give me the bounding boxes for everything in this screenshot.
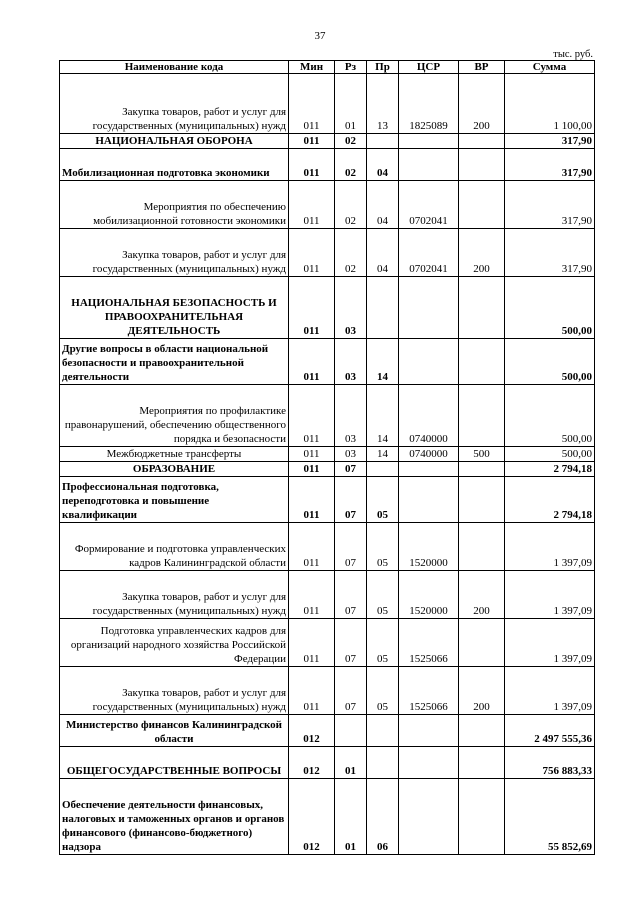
row-pr: 04 xyxy=(367,149,399,181)
row-rz: 03 xyxy=(335,385,367,447)
row-rz: 07 xyxy=(335,477,367,523)
row-csr xyxy=(399,134,459,149)
row-pr: 04 xyxy=(367,181,399,229)
row-pr xyxy=(367,715,399,747)
row-vr xyxy=(459,385,505,447)
row-vr xyxy=(459,523,505,571)
row-min: 011 xyxy=(289,134,335,149)
table-row xyxy=(60,339,595,385)
row-csr xyxy=(399,149,459,181)
row-min: 011 xyxy=(289,181,335,229)
row-sum: 500,00 xyxy=(505,339,595,385)
units-label: тыс. руб. xyxy=(553,49,593,60)
row-min: 012 xyxy=(289,747,335,779)
header-rz: Рз xyxy=(335,61,367,74)
row-rz xyxy=(335,715,367,747)
row-vr xyxy=(459,462,505,477)
row-pr: 14 xyxy=(367,385,399,447)
row-pr: 05 xyxy=(367,667,399,715)
row-min: 011 xyxy=(289,571,335,619)
budget-table xyxy=(59,60,595,855)
row-name: Закупка товаров, работ и услуг для государственных (муниципальных) нужд xyxy=(60,667,289,715)
row-sum: 2 794,18 xyxy=(505,477,595,523)
row-pr: 05 xyxy=(367,571,399,619)
row-min: 011 xyxy=(289,149,335,181)
row-sum: 317,90 xyxy=(505,149,595,181)
table-row xyxy=(60,134,595,149)
table-row xyxy=(60,715,595,747)
row-pr: 06 xyxy=(367,779,399,855)
row-name: Мобилизационная подготовка экономики xyxy=(60,149,289,181)
row-pr xyxy=(367,462,399,477)
row-sum: 500,00 xyxy=(505,385,595,447)
header-sum: Сумма xyxy=(505,61,595,74)
row-min: 011 xyxy=(289,619,335,667)
row-pr: 04 xyxy=(367,229,399,277)
table-header-row xyxy=(60,61,595,74)
row-vr xyxy=(459,779,505,855)
row-min: 011 xyxy=(289,477,335,523)
row-name: ОБРАЗОВАНИЕ xyxy=(60,462,289,477)
row-vr xyxy=(459,477,505,523)
table-row xyxy=(60,149,595,181)
row-csr xyxy=(399,277,459,339)
row-pr: 05 xyxy=(367,523,399,571)
row-min: 011 xyxy=(289,74,335,134)
row-name: НАЦИОНАЛЬНАЯ ОБОРОНА xyxy=(60,134,289,149)
row-sum: 317,90 xyxy=(505,181,595,229)
table-row xyxy=(60,277,595,339)
row-name: Межбюджетные трансферты xyxy=(60,447,289,462)
row-vr: 200 xyxy=(459,667,505,715)
table-row xyxy=(60,477,595,523)
row-rz: 07 xyxy=(335,571,367,619)
row-sum: 1 397,09 xyxy=(505,571,595,619)
row-min: 012 xyxy=(289,779,335,855)
row-csr: 0740000 xyxy=(399,447,459,462)
row-name: Формирование и подготовка управленческих кадров Калининградской области xyxy=(60,523,289,571)
row-rz: 02 xyxy=(335,181,367,229)
row-name: Профессиональная подготовка, переподготовка и повышение квалификации xyxy=(60,477,289,523)
header-min: Мин xyxy=(289,61,335,74)
row-sum: 317,90 xyxy=(505,134,595,149)
table-row xyxy=(60,571,595,619)
row-sum: 2 497 555,36 xyxy=(505,715,595,747)
table-row xyxy=(60,447,595,462)
row-csr xyxy=(399,779,459,855)
row-sum: 55 852,69 xyxy=(505,779,595,855)
row-name: Министерство финансов Калининградской области xyxy=(60,715,289,747)
row-rz: 07 xyxy=(335,462,367,477)
row-min: 012 xyxy=(289,715,335,747)
row-csr: 0702041 xyxy=(399,229,459,277)
table-row xyxy=(60,181,595,229)
row-sum: 756 883,33 xyxy=(505,747,595,779)
page-number: 37 xyxy=(314,30,326,42)
row-rz: 02 xyxy=(335,134,367,149)
row-name: Закупка товаров, работ и услуг для государственных (муниципальных) нужд xyxy=(60,74,289,134)
row-pr: 14 xyxy=(367,339,399,385)
table-row xyxy=(60,667,595,715)
row-rz: 01 xyxy=(335,779,367,855)
row-pr: 13 xyxy=(367,74,399,134)
row-min: 011 xyxy=(289,229,335,277)
row-sum: 2 794,18 xyxy=(505,462,595,477)
row-name: Мероприятия по обеспечению мобилизационной готовности экономики xyxy=(60,181,289,229)
row-rz: 03 xyxy=(335,277,367,339)
row-csr: 1525066 xyxy=(399,667,459,715)
row-min: 011 xyxy=(289,447,335,462)
row-csr: 1825089 xyxy=(399,74,459,134)
row-pr: 05 xyxy=(367,477,399,523)
row-name: Мероприятия по профилактике правонарушений, обеспечению общественного порядка и безопасности xyxy=(60,385,289,447)
row-vr: 200 xyxy=(459,74,505,134)
row-rz: 01 xyxy=(335,747,367,779)
row-min: 011 xyxy=(289,385,335,447)
row-rz: 02 xyxy=(335,149,367,181)
row-csr xyxy=(399,715,459,747)
row-name: Обеспечение деятельности финансовых, налоговых и таможенных органов и органов финансового (финансово-бюджетного) надзора xyxy=(60,779,289,855)
row-sum: 317,90 xyxy=(505,229,595,277)
row-min: 011 xyxy=(289,462,335,477)
row-csr: 1520000 xyxy=(399,523,459,571)
row-rz: 07 xyxy=(335,523,367,571)
header-name: Наименование кода xyxy=(60,61,289,74)
row-min: 011 xyxy=(289,667,335,715)
row-name: ОБЩЕГОСУДАРСТВЕННЫЕ ВОПРОСЫ xyxy=(60,747,289,779)
row-csr xyxy=(399,339,459,385)
row-rz: 03 xyxy=(335,339,367,385)
row-sum: 1 397,09 xyxy=(505,523,595,571)
row-rz: 01 xyxy=(335,74,367,134)
table-row xyxy=(60,747,595,779)
row-name: Закупка товаров, работ и услуг для государственных (муниципальных) нужд xyxy=(60,571,289,619)
row-vr xyxy=(459,747,505,779)
row-min: 011 xyxy=(289,277,335,339)
row-csr xyxy=(399,747,459,779)
header-vr: ВР xyxy=(459,61,505,74)
row-name: НАЦИОНАЛЬНАЯ БЕЗОПАСНОСТЬ И ПРАВООХРАНИТЕЛЬНАЯ ДЕЯТЕЛЬНОСТЬ xyxy=(60,277,289,339)
row-csr: 0702041 xyxy=(399,181,459,229)
row-vr: 200 xyxy=(459,571,505,619)
row-min: 011 xyxy=(289,339,335,385)
row-vr xyxy=(459,619,505,667)
table-row xyxy=(60,229,595,277)
table-row xyxy=(60,385,595,447)
row-name: Закупка товаров, работ и услуг для государственных (муниципальных) нужд xyxy=(60,229,289,277)
row-csr xyxy=(399,477,459,523)
row-pr: 14 xyxy=(367,447,399,462)
row-min: 011 xyxy=(289,523,335,571)
row-sum: 1 397,09 xyxy=(505,667,595,715)
row-vr: 200 xyxy=(459,229,505,277)
header-pr: Пр xyxy=(367,61,399,74)
row-vr xyxy=(459,339,505,385)
row-pr xyxy=(367,134,399,149)
row-sum: 1 397,09 xyxy=(505,619,595,667)
table-row xyxy=(60,74,595,134)
row-sum: 500,00 xyxy=(505,447,595,462)
row-vr xyxy=(459,149,505,181)
row-sum: 500,00 xyxy=(505,277,595,339)
row-vr xyxy=(459,134,505,149)
table-row xyxy=(60,779,595,855)
row-rz: 07 xyxy=(335,667,367,715)
row-csr xyxy=(399,462,459,477)
row-vr xyxy=(459,715,505,747)
row-pr: 05 xyxy=(367,619,399,667)
row-name: Другие вопросы в области национальной безопасности и правоохранительной деятельности xyxy=(60,339,289,385)
row-rz: 02 xyxy=(335,229,367,277)
table-row xyxy=(60,619,595,667)
table-row xyxy=(60,462,595,477)
row-sum: 1 100,00 xyxy=(505,74,595,134)
row-vr xyxy=(459,277,505,339)
row-rz: 03 xyxy=(335,447,367,462)
row-pr xyxy=(367,747,399,779)
row-vr xyxy=(459,181,505,229)
row-csr: 1520000 xyxy=(399,571,459,619)
table-row xyxy=(60,523,595,571)
header-csr: ЦСР xyxy=(399,61,459,74)
row-csr: 0740000 xyxy=(399,385,459,447)
row-vr: 500 xyxy=(459,447,505,462)
row-pr xyxy=(367,277,399,339)
row-rz: 07 xyxy=(335,619,367,667)
row-csr: 1525066 xyxy=(399,619,459,667)
row-name: Подготовка управленческих кадров для организаций народного хозяйства Российской Федерации xyxy=(60,619,289,667)
